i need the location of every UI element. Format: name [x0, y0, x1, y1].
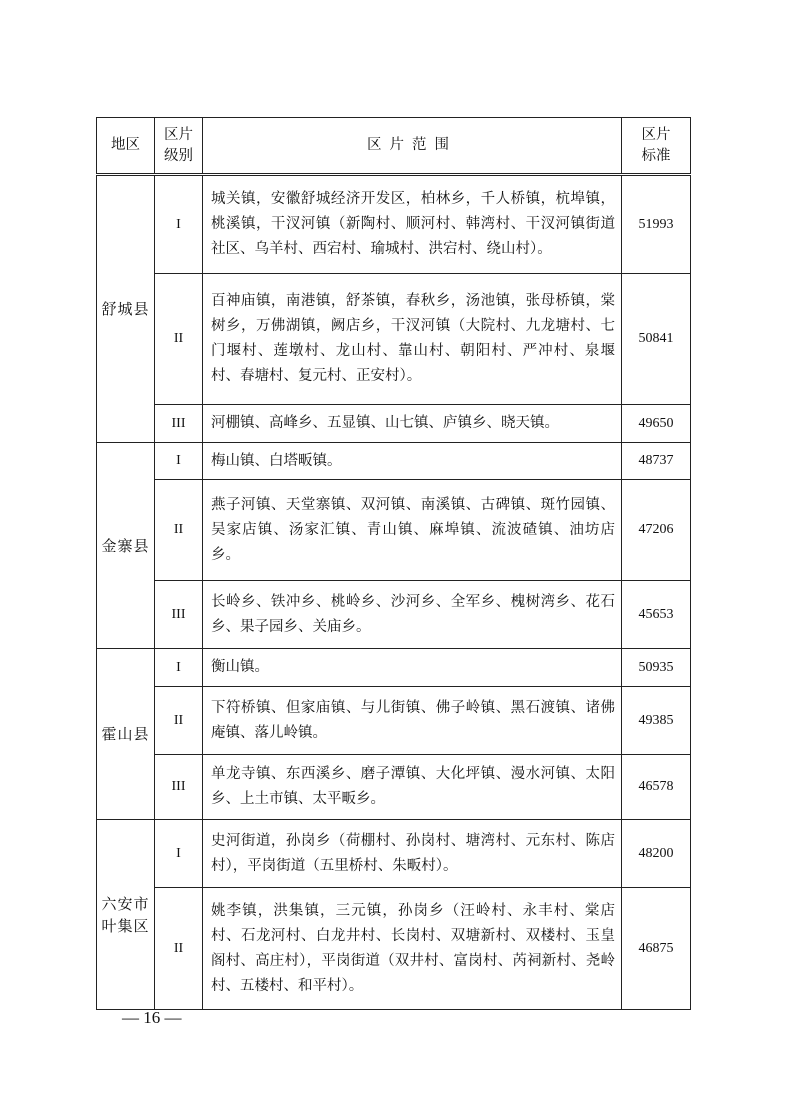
level-cell: I [155, 175, 203, 274]
table-row [97, 480, 691, 581]
standard-cell: 51993 [622, 175, 691, 274]
standard-cell: 49650 [622, 405, 691, 443]
range-cell: 河棚镇、高峰乡、五显镇、山七镇、庐镇乡、晓天镇。 [203, 405, 622, 443]
standard-cell: 48200 [622, 820, 691, 888]
header-range: 区片范围 [203, 118, 622, 175]
level-cell: I [155, 820, 203, 888]
level-cell: I [155, 443, 203, 480]
level-cell: III [155, 581, 203, 649]
land-price-table [96, 117, 691, 1010]
range-cell: 单龙寺镇、东西溪乡、磨子潭镇、大化坪镇、漫水河镇、太阳乡、上土市镇、太平畈乡。 [203, 755, 622, 820]
table-row [97, 888, 691, 1010]
standard-cell: 48737 [622, 443, 691, 480]
header-region: 地区 [97, 118, 155, 175]
range-cell: 梅山镇、白塔畈镇。 [203, 443, 622, 480]
standard-cell: 49385 [622, 687, 691, 755]
region-text: 六安市 叶集区 [101, 894, 150, 935]
table-row [97, 649, 691, 687]
level-cell: III [155, 755, 203, 820]
table-row [97, 755, 691, 820]
range-cell: 百神庙镇，南港镇，舒茶镇，春秋乡，汤池镇，张母桥镇，棠树乡，万佛湖镇，阙店乡，干汊河镇（大院村、九龙塘村、七门堰村、莲墩村、龙山村、靠山村、朝阳村、严冲村、泉堰村、春塘村、复元村、正安村）。 [203, 274, 622, 405]
level-cell: I [155, 649, 203, 687]
table-row [97, 820, 691, 888]
region-cell [97, 820, 155, 1010]
page-number: — 16 — [122, 1008, 182, 1027]
table-row [97, 687, 691, 755]
range-cell: 城关镇，安徽舒城经济开发区，柏林乡，千人桥镇，杭埠镇，桃溪镇，干汊河镇（新陶村、顺河村、韩湾村、干汊河镇街道社区、乌羊村、西宕村、瑜城村、洪宕村、绕山村）。 [203, 175, 622, 274]
region-cell: 霍山县 [97, 649, 155, 820]
level-cell: III [155, 405, 203, 443]
level-cell: II [155, 687, 203, 755]
range-cell: 姚李镇，洪集镇，三元镇，孙岗乡（汪岭村、永丰村、棠店村、石龙河村、白龙井村、长岗村、双塘新村、双楼村、玉皇阁村、高庄村），平岗街道（双井村、富岗村、芮祠新村、尧岭村、五楼村、和平村）。 [203, 888, 622, 1010]
table-row [97, 274, 691, 405]
level-cell: II [155, 480, 203, 581]
range-cell: 衡山镇。 [203, 649, 622, 687]
header-standard [622, 118, 691, 175]
standard-cell: 50841 [622, 274, 691, 405]
standard-cell: 47206 [622, 480, 691, 581]
region-cell: 金寨县 [97, 443, 155, 649]
header-level-text: 区片 级别 [164, 126, 193, 164]
level-cell: II [155, 274, 203, 405]
range-cell: 燕子河镇、天堂寨镇、双河镇、南溪镇、古碑镇、斑竹园镇、吴家店镇、汤家汇镇、青山镇、麻埠镇、流波碴镇、油坊店乡。 [203, 480, 622, 581]
standard-cell: 46578 [622, 755, 691, 820]
level-cell: II [155, 888, 203, 1010]
standard-cell: 46875 [622, 888, 691, 1010]
standard-cell: 45653 [622, 581, 691, 649]
range-cell: 长岭乡、铁冲乡、桃岭乡、沙河乡、全军乡、槐树湾乡、花石乡、果子园乡、关庙乡。 [203, 581, 622, 649]
range-cell: 史河街道，孙岗乡（荷棚村、孙岗村、塘湾村、元东村、陈店村），平岗街道（五里桥村、朱畈村）。 [203, 820, 622, 888]
table-row [97, 175, 691, 274]
table-row [97, 581, 691, 649]
region-cell: 舒城县 [97, 175, 155, 443]
header-standard-text: 区片 标准 [641, 126, 671, 164]
header-level [155, 118, 203, 175]
table-header-row [97, 118, 691, 175]
standard-cell: 50935 [622, 649, 691, 687]
table-row [97, 405, 691, 443]
range-cell: 下符桥镇、但家庙镇、与儿街镇、佛子岭镇、黑石渡镇、诸佛庵镇、落儿岭镇。 [203, 687, 622, 755]
table-row [97, 443, 691, 480]
